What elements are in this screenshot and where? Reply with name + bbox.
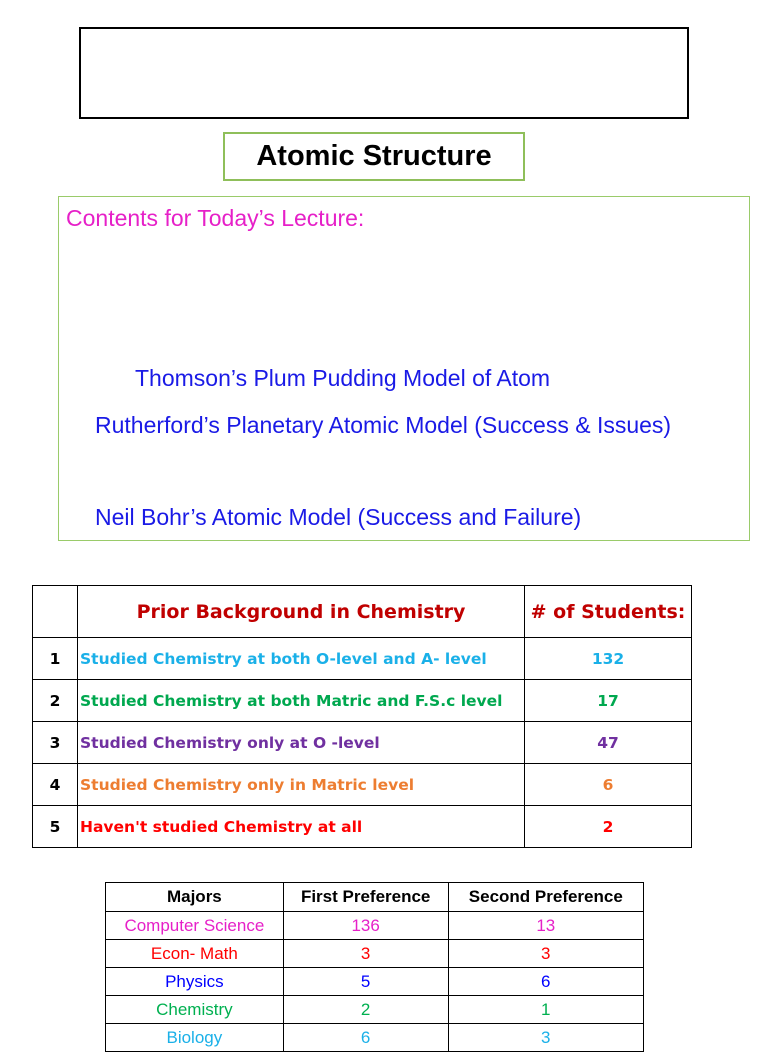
contents-heading: Contents for Today’s Lecture:: [66, 205, 365, 231]
row-label: Studied Chemistry at both O-level and A- level: [78, 638, 525, 680]
table-row: [106, 912, 644, 940]
major-name: Biology: [106, 1024, 284, 1052]
table-row: [106, 996, 644, 1024]
table-row: [33, 638, 692, 680]
row-label: Studied Chemistry only at O -level: [78, 722, 525, 764]
major-name: Computer Science: [106, 912, 284, 940]
column-header: # of Students:: [525, 586, 692, 638]
row-number: 5: [33, 806, 78, 848]
row-count: 47: [525, 722, 692, 764]
table-row: [33, 764, 692, 806]
table-header-row: [33, 586, 692, 638]
second-preference: 6: [448, 968, 643, 996]
first-preference: 3: [283, 940, 448, 968]
row-number: 1: [33, 638, 78, 680]
first-preference: 5: [283, 968, 448, 996]
major-name: Physics: [106, 968, 284, 996]
second-preference: 1: [448, 996, 643, 1024]
row-number: 4: [33, 764, 78, 806]
table-header-row: [106, 883, 644, 912]
row-count: 17: [525, 680, 692, 722]
first-preference: 2: [283, 996, 448, 1024]
table-row: [33, 806, 692, 848]
table-row: [106, 1024, 644, 1052]
header-box: [79, 27, 689, 119]
column-header: Majors: [106, 883, 284, 912]
second-preference: 13: [448, 912, 643, 940]
table-row: [33, 680, 692, 722]
contents-item: Neil Bohr’s Atomic Model (Success and Failure): [95, 504, 582, 530]
row-label: Studied Chemistry at both Matric and F.S.c level: [78, 680, 525, 722]
table-row: [33, 722, 692, 764]
row-count: 6: [525, 764, 692, 806]
major-name: Chemistry: [106, 996, 284, 1024]
column-header: [33, 586, 78, 638]
row-count: 132: [525, 638, 692, 680]
second-preference: 3: [448, 940, 643, 968]
contents-item: Rutherford’s Planetary Atomic Model (Success & Issues): [95, 412, 672, 438]
column-header: Prior Background in Chemistry: [78, 586, 525, 638]
first-preference: 136: [283, 912, 448, 940]
second-preference: 3: [448, 1024, 643, 1052]
row-count: 2: [525, 806, 692, 848]
table-row: [106, 940, 644, 968]
column-header: First Preference: [283, 883, 448, 912]
table-row: [106, 968, 644, 996]
contents-box: [58, 196, 750, 541]
majors-table: [105, 882, 644, 1052]
row-label: Haven't studied Chemistry at all: [78, 806, 525, 848]
contents-item: Thomson’s Plum Pudding Model of Atom: [135, 365, 551, 391]
background-table: [32, 585, 692, 848]
row-number: 3: [33, 722, 78, 764]
major-name: Econ- Math: [106, 940, 284, 968]
page-title: Atomic Structure: [223, 132, 525, 181]
row-label: Studied Chemistry only in Matric level: [78, 764, 525, 806]
column-header: Second Preference: [448, 883, 643, 912]
row-number: 2: [33, 680, 78, 722]
first-preference: 6: [283, 1024, 448, 1052]
